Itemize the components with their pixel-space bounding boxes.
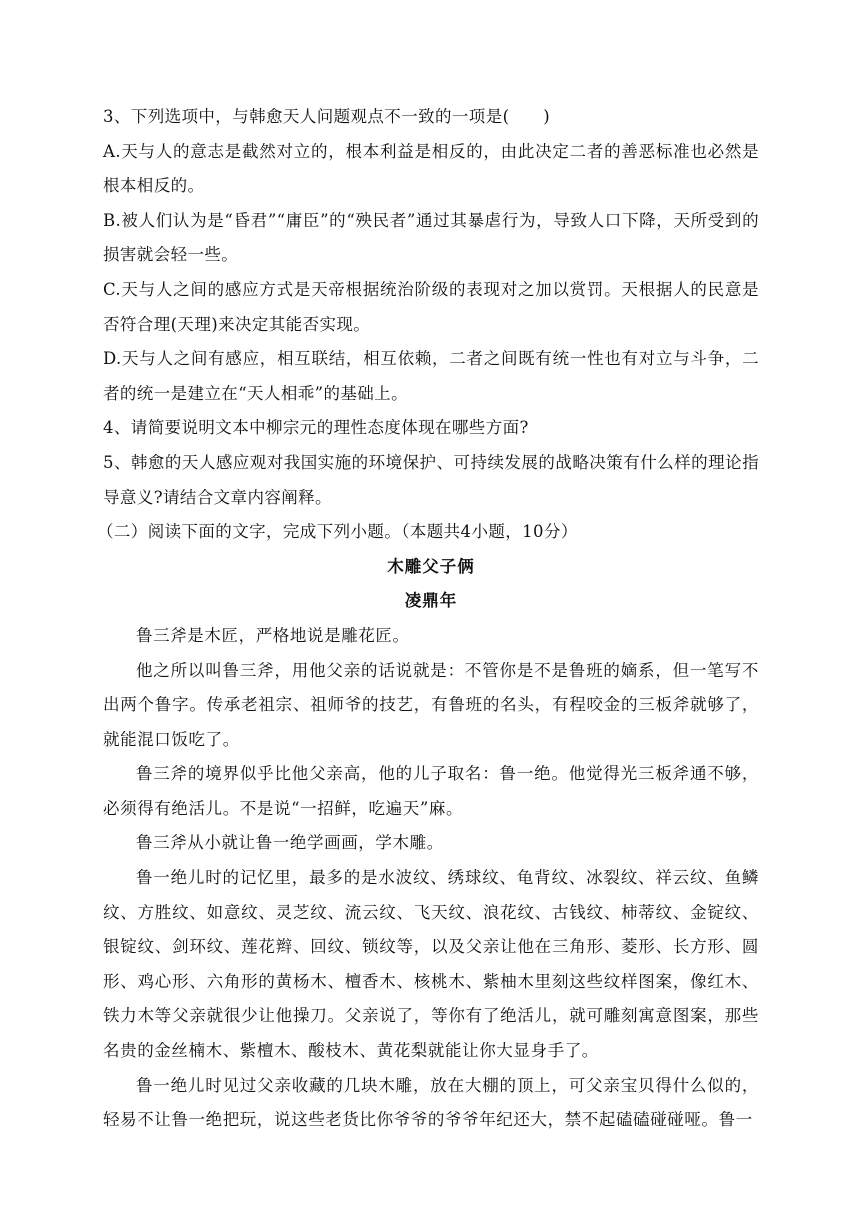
option-a: A.天与人的意志是截然对立的，根本利益是相反的，由此决定二者的善恶标准也必然是根本相反的。 [103,141,759,196]
option-c: C.天与人之间的感应方式是天帝根据统治阶级的表现对之加以赏罚。天根据人的民意是否符合理(天理)来决定其能否实现。 [103,279,759,334]
document-content [97,100,759,1138]
option-b: B.被人们认为是“昏君”“庸臣”的“殃民者”通过其暴虐行为，导致人口下降，天所受到的损害就会轻一些。 [103,210,759,265]
article-paragraph: 鲁三斧从小就让鲁一绝学画画，学木雕。 [136,833,444,853]
article-title: 木雕父子俩 [387,556,475,576]
article-paragraph: 鲁三斧的境界似乎比他父亲高，他的儿子取名：鲁一绝。他觉得光三板斧通不够，必须得有绝活儿。不是说“一招鲜，吃遍天”麻。 [103,764,759,818]
question-5: 5、韩愈的天人感应观对我国实施的环境保护、可持续发展的战略决策有什么样的理论指导意义?请结合文章内容阐释。 [103,452,759,507]
article-body [103,619,759,1138]
option-d: D.天与人之间有感应，相互联结，相互依赖，二者之间既有统一性也有对立与斗争，二者的统一是建立在“天人相乖”的基础上。 [103,349,759,403]
question-4: 4、请简要说明文本中柳宗元的理性态度体现在哪些方面? [103,418,529,438]
section-heading: （二）阅读下面的文字，完成下列小题。（本题共4小题，10分） [97,522,578,542]
article-author: 凌鼎年 [404,591,458,611]
question-3: 3、下列选项中，与韩愈天人问题观点不一致的一项是( ) [103,107,551,126]
article-paragraph: 他之所以叫鲁三斧，用他父亲的话说就是：不管你是不是鲁班的嫡系，但一笔写不出两个鲁字。传承老祖宗、祖师爷的技艺，有鲁班的名头，有程咬金的三板斧就够了，就能混口饭吃了。 [103,660,759,749]
article-paragraph: 鲁一绝儿时的记忆里，最多的是水波纹、绣球纹、龟背纹、冰裂纹、祥云纹、鱼鳞纹、方胜纹、如意纹、灵芝纹、流云纹、飞天纹、浪花纹、古钱纹、柿蒂纹、金锭纹、银锭纹、剑环纹、莲花辫、回纹、锁纹等，以及父亲让他在三角形、菱形、长方形、圆形、鸡心形、六角形的黄杨木、檀香木、核桃木、紫柚木里刻这些纹样图案，像红木、铁力木等父亲就很少让他操刀。父亲说了，等你有了绝活儿，就可雕刻寓意图案，那些名贵的金丝楠木、紫檀木、酸枝木、黄花梨就能让你大显身手了。 [103,868,759,1061]
article-paragraph: 鲁一绝儿时见过父亲收藏的几块木雕，放在大棚的顶上，可父亲宝贝得什么似的，轻易不让鲁一绝把玩，说这些老货比你爷爷的爷爷年纪还大，禁不起磕磕碰碰哑。鲁一 [103,1075,759,1130]
question-list [103,100,759,515]
article-paragraph: 鲁三斧是木匠，严格地说是雕花匠。 [136,625,410,645]
